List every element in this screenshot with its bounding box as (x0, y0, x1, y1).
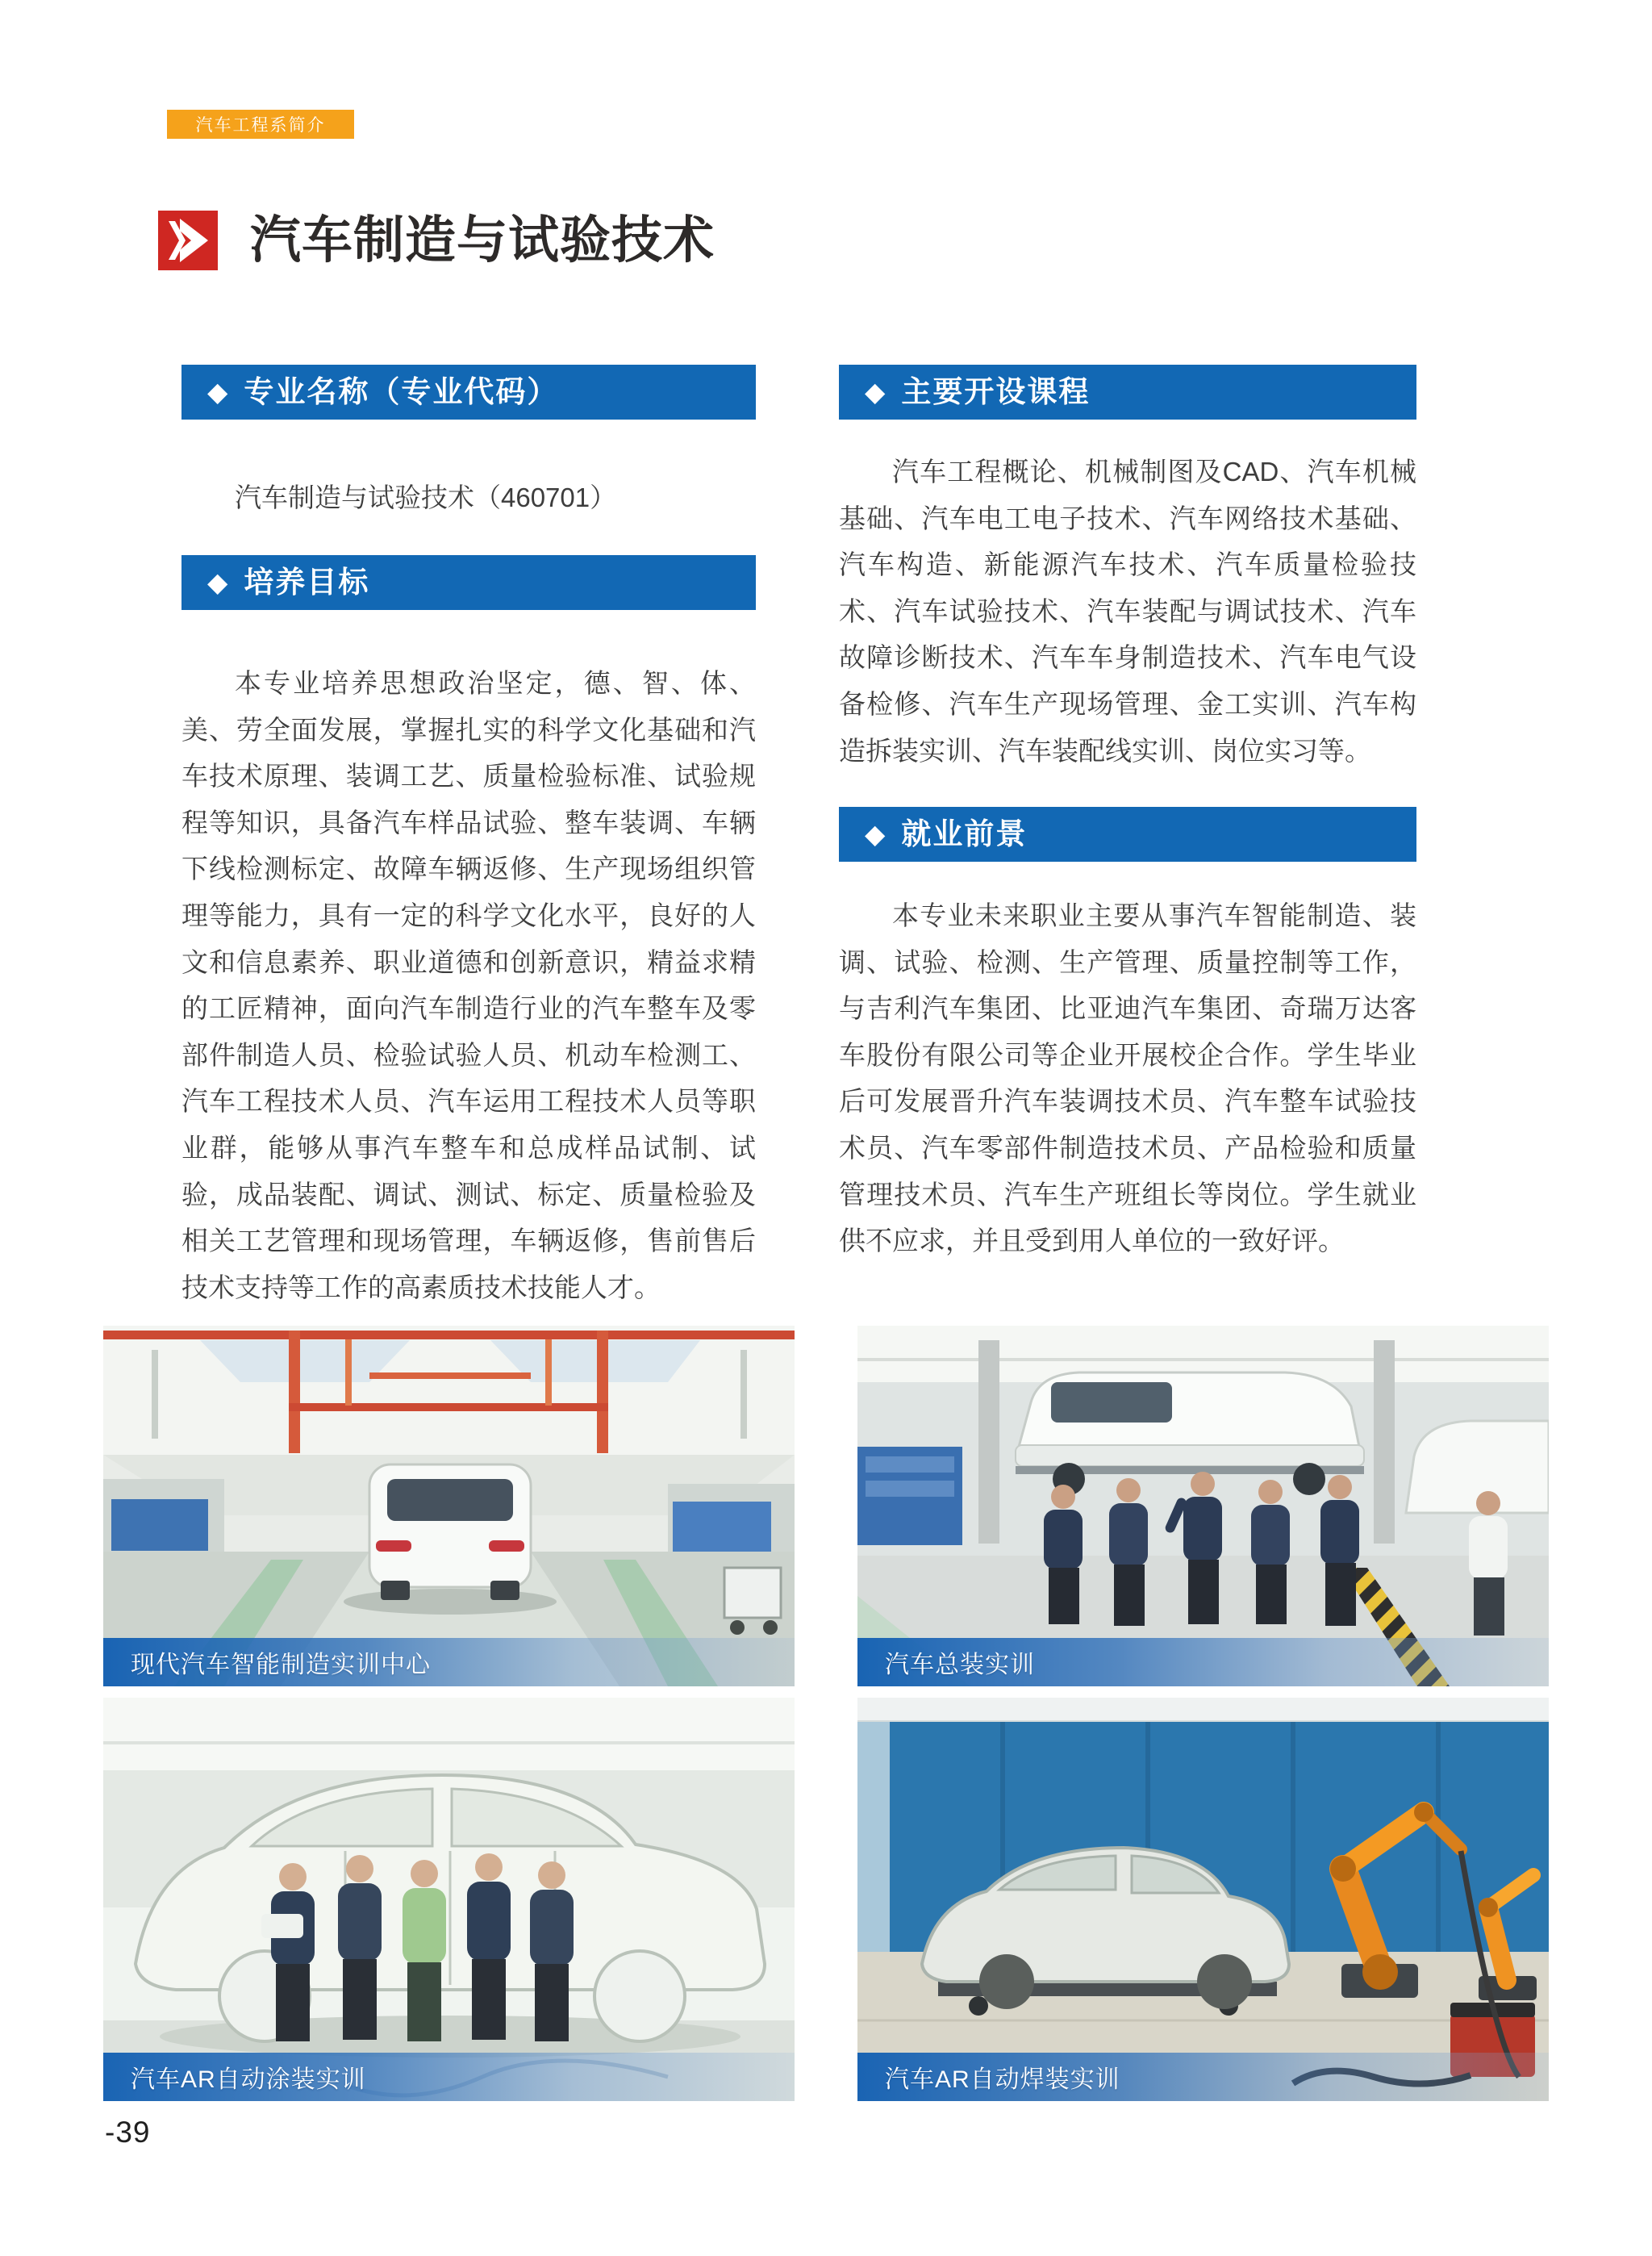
body-in-white-image (103, 1698, 795, 2101)
assembly-line-image (103, 1326, 795, 1686)
section-header-label: 专业名称（专业代码） (244, 375, 559, 408)
section-header-major-name (181, 365, 756, 420)
lifted-car-image (857, 1326, 1549, 1686)
photo-ar-painting-training (103, 1698, 795, 2101)
diamond-icon: ◆ (865, 377, 886, 407)
title-row (158, 208, 715, 273)
courses-body: 汽车工程概论、机械制图及CAD、汽车机械基础、汽车电工电子技术、汽车网络技术基础、汽车构造、新能源汽车技术、汽车质量检验技术、汽车试验技术、汽车装配与调试技术、汽车故障诊断技术、汽车车身制造技术、汽车电气设备检修、汽车生产现场管理、金工实训、汽车构造拆装实训、汽车装配线实训、岗位实习等。 (839, 457, 1416, 766)
diamond-icon: ◆ (207, 377, 228, 407)
photo-final-assembly-training (857, 1326, 1549, 1686)
department-tag: 汽车工程系简介 (167, 110, 354, 139)
photo-smart-manufacturing-center (103, 1326, 795, 1686)
page-title: 汽车制造与试验技术 (250, 212, 715, 269)
section-header-training-goal (181, 555, 756, 610)
photo-caption: 汽车总装实训 (857, 1638, 1549, 1686)
welding-robot-image (857, 1698, 1549, 2101)
photo-caption: 汽车AR自动焊装实训 (857, 2053, 1549, 2101)
section-header-label: 就业前景 (901, 817, 1028, 850)
career-body: 本专业未来职业主要从事汽车智能制造、装调、试验、检测、生产管理、质量控制等工作，与吉利汽车集团、比亚迪汽车集团、奇瑞万达客车股份有限公司等企业开展校企合作。学生毕业后可发展晋升汽车装调技术员、汽车整车试验技术员、汽车零部件制造技术员、产品检验和质量管理技术员、汽车生产班组长等岗位。学生就业供不应求，并且受到用人单位的一致好评。 (839, 900, 1416, 1256)
page-number: -39 (105, 2116, 151, 2149)
photo-caption: 现代汽车智能制造实训中心 (103, 1638, 795, 1686)
major-name-body: 汽车制造与试验技术（460701） (235, 483, 617, 512)
section-header-career (839, 807, 1416, 862)
section-header-courses (839, 365, 1416, 420)
double-chevron-icon (158, 211, 218, 270)
photo-ar-welding-training (857, 1698, 1549, 2101)
photo-caption: 汽车AR自动涂装实训 (103, 2053, 795, 2101)
diamond-icon: ◆ (865, 819, 886, 849)
section-header-label: 培养目标 (244, 566, 370, 599)
training-goal-body: 本专业培养思想政治坚定，德、智、体、美、劳全面发展，掌握扎实的科学文化基础和汽车技术原理、装调工艺、质量检验标准、试验规程等知识，具备汽车样品试验、整车装调、车辆下线检测标定、故障车辆返修、生产现场组织管理等能力，具有一定的科学文化水平，良好的人文和信息素养、职业道德和创新意识，精益求精的工匠精神，面向汽车制造行业的汽车整车及零部件制造人员、检验试验人员、机动车检测工、汽车工程技术人员、汽车运用工程技术人员等职业群，能够从事汽车整车和总成样品试制、试验，成品装配、调试、测试、标定、质量检验及相关工艺管理和现场管理，车辆返修，售前售后技术支持等工作的高素质技术技能人才。 (181, 668, 756, 1302)
section-header-label: 主要开设课程 (901, 375, 1091, 408)
diamond-icon: ◆ (207, 567, 228, 597)
